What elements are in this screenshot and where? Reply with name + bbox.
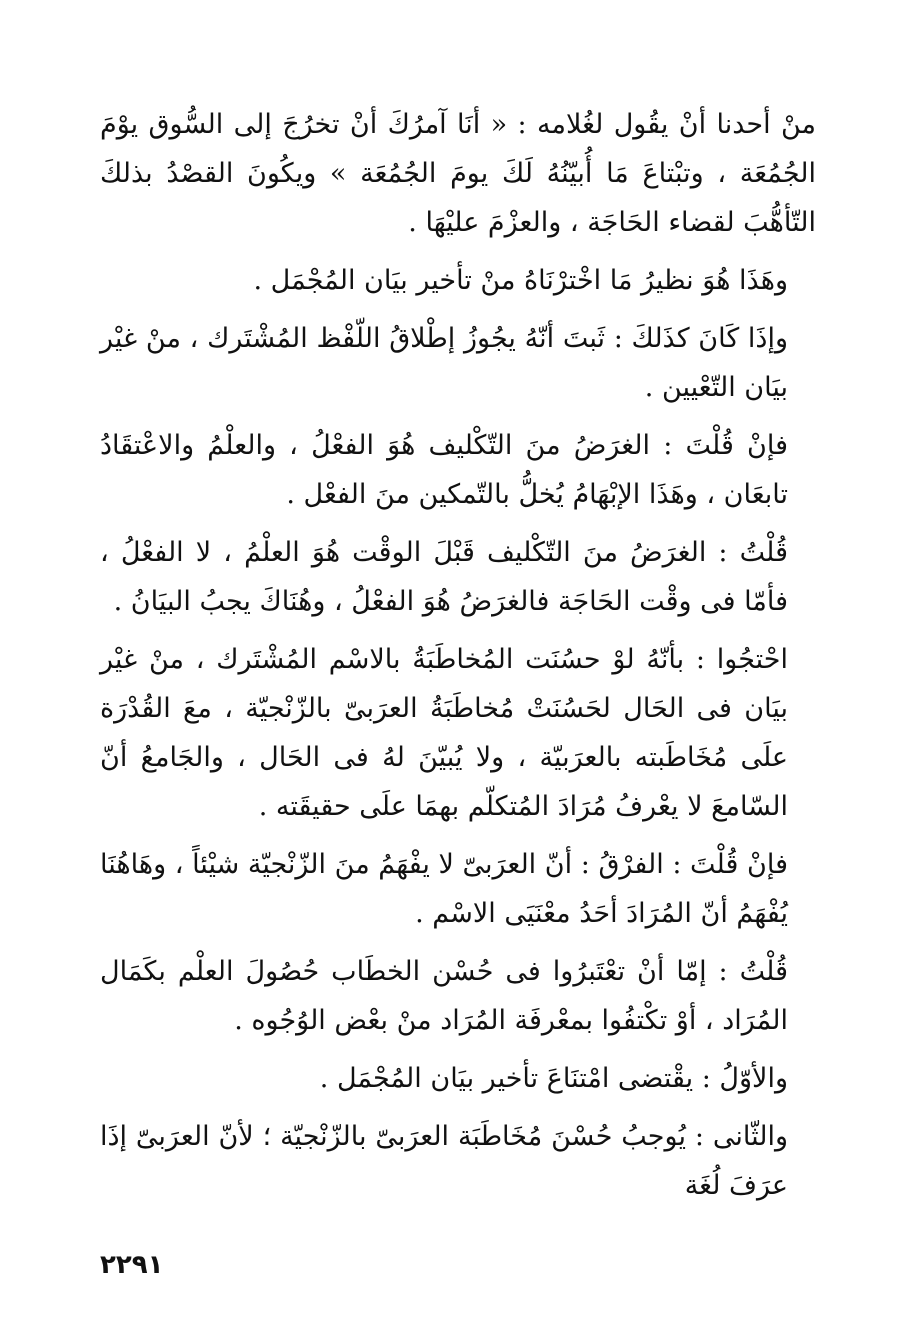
paragraph: وإذَا كَانَ كذَلكَ : ثَبتَ أنّهُ يجُوزُ إطْلاقُ اللّفْظ المُشْتَرك ، منْ غيْر بيَان التّعْيين . bbox=[100, 323, 788, 403]
page-body-text bbox=[100, 100, 816, 1219]
page-number: ٢٢٩١ bbox=[100, 1250, 164, 1280]
paragraph: والثّانى : يُوجبُ حُسْنَ مُخَاطَبَة العرَبىّ بالزّنْجيّة ؛ لأنّ العرَبىّ إذَا عرَفَ لُغَة bbox=[100, 1121, 788, 1201]
paragraph: فإنْ قُلْتَ : الفرْقُ : أنّ العرَبىّ لا يفْهَمُ منَ الزّنْجيّة شيْئاً ، وهَاهُنَا يُفْهَمُ أنّ المُرَادَ أحَدُ معْنَيَى الاسْم . bbox=[100, 849, 788, 929]
paragraph: قُلْتُ : الغرَضُ منَ التّكْليف قَبْلَ الوقْت هُوَ العلْمُ ، لا الفعْلُ ، فأمّا فى وقْت الحَاجَة فالغرَضُ هُوَ الفعْلُ ، وهُنَاكَ يجبُ البيَانُ . bbox=[100, 537, 788, 617]
paragraph: قُلْتُ : إمّا أنْ تعْتَبرُوا فى حُسْن الخطَاب حُصُولَ العلْم بكَمَال المُرَاد ، أوْ تكْتفُوا بمعْرفَة المُرَاد منْ بعْض الوُجُوه . bbox=[100, 956, 788, 1036]
paragraph: منْ أحدنا أنْ يقُول لغُلامه : « أنَا آمرُكَ أنْ تخرُجَ إلى السُّوق يوْمَ الجُمُعَة ، وتبْتاعَ مَا أُبيّنُهُ لَكَ يومَ الجُمُعَة » ويكُونَ القصْدُ بذلكَ التّأهُّبَ لقضاء الحَاجَة ، والعزْمَ عليْهَا . bbox=[100, 109, 816, 238]
paragraph: وهَذَا هُوَ نظيرُ مَا اخْترْنَاهُ منْ تأخير بيَان المُجْمَل . bbox=[253, 265, 788, 296]
paragraph: احْتجُوا : بأنّهُ لوْ حسُنَت المُخاطَبَةُ بالاسْم المُشْتَرك ، منْ غيْر بيَان فى الحَال لحَسُنَتْ مُخاطَبَةُ العرَبىّ بالزّنْجيّة ، معَ القُدْرَة علَى مُخَاطَبته بالعرَبيّة ، ولا يُبيّنَ لهُ فى الحَال ، والجَامعُ أنّ السّامعَ لا يعْرفُ مُرَادَ المُتكلّم بهمَا علَى حقيقَته . bbox=[100, 644, 788, 822]
paragraph: والأوّلُ : يقْتضى امْتنَاعَ تأخير بيَان المُجْمَل . bbox=[319, 1063, 788, 1094]
paragraph: فإنْ قُلْتَ : الغرَضُ منَ التّكْليف هُوَ الفعْلُ ، والعلْمُ والاعْتقَادُ تابعَان ، وهَذَا الإبْهَامُ يُخلُّ بالتّمكين منَ الفعْل . bbox=[100, 430, 788, 510]
